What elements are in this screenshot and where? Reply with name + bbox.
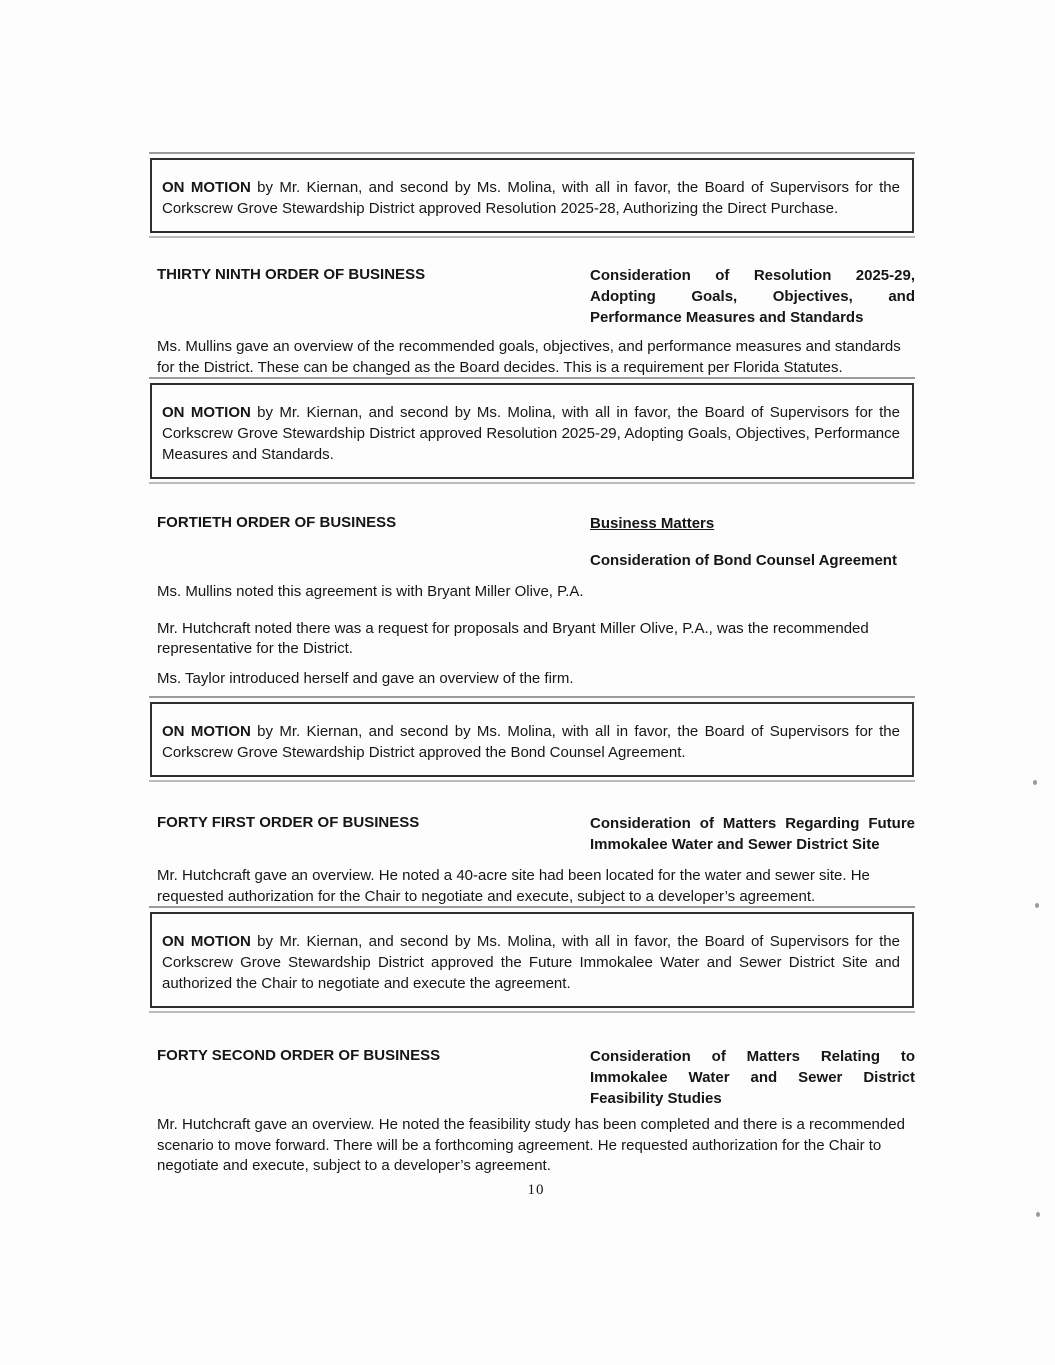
motion-text: [162, 177, 900, 219]
consideration-title: Consideration of Bond Counsel Agreement: [590, 552, 897, 569]
page-content: [157, 0, 915, 1200]
motion-text: [162, 721, 900, 763]
scan-speck: [1036, 1212, 1040, 1217]
consideration-title: Consideration of Resolution 2025-29, Adopting Goals, Objectives, and Performance Measures and Standards: [590, 267, 915, 326]
section-paragraph: Ms. Taylor introduced herself and gave an overview of the firm.: [157, 669, 574, 687]
motion-body: by Mr. Kiernan, and second by Ms. Molina, with all in favor, the Board of Supervisors for the Corkscrew Grove Stewardship District approved Resolution 2025-29, Adopting Goals, Objectives, Performance Measures and Standards.: [162, 404, 900, 463]
section-paragraph: Ms. Mullins gave an overview of the recommended goals, objectives, and performance measures and standards for the District. These can be changed as the Board decides. This is a requirement per Florida Statutes.: [157, 338, 901, 376]
order-of-business-title: FORTY FIRST ORDER OF BUSINESS: [157, 814, 420, 831]
page-number: 10: [527, 1181, 545, 1198]
motion-body: by Mr. Kiernan, and second by Ms. Molina, with all in favor, the Board of Supervisors for the Corkscrew Grove Stewardship District approved the Future Immokalee Water and Sewer District Site and authorized the Chair to negotiate and execute the agreement.: [162, 933, 900, 992]
motion-box-resolution-2025-28: [150, 158, 914, 233]
section-paragraph: Mr. Hutchcraft gave an overview. He noted the feasibility study has been completed and there is a recommended scenario to move forward. There will be a forthcoming agreement. He requested authorization for the Chair to negotiate and execute, subject to a developer’s agreement.: [157, 1116, 905, 1174]
motion-body: by Mr. Kiernan, and second by Ms. Molina, with all in favor, the Board of Supervisors for the Corkscrew Grove Stewardship District approved the Bond Counsel Agreement.: [162, 723, 900, 761]
business-matters-heading: [590, 513, 915, 571]
order-of-business-title: THIRTY NINTH ORDER OF BUSINESS: [157, 266, 426, 283]
motion-box-bond-counsel: [150, 702, 914, 777]
section-paragraph: Mr. Hutchcraft gave an overview. He noted a 40-acre site had been located for the water and sewer site. He requested authorization for the Chair to negotiate and execute, subject to a developer’s agreement.: [157, 867, 870, 905]
motion-text: [162, 931, 900, 994]
motion-box-resolution-2025-29: [150, 383, 914, 479]
motion-box-immokalee-site: [150, 912, 914, 1008]
motion-text: [162, 402, 900, 465]
section-paragraph: Ms. Mullins noted this agreement is with Bryant Miller Olive, P.A.: [157, 583, 584, 600]
section-thirty-ninth-heading: [157, 265, 915, 328]
motion-lead: ON MOTION: [162, 404, 251, 421]
order-of-business-title: FORTIETH ORDER OF BUSINESS: [157, 514, 397, 531]
motion-lead: ON MOTION: [162, 723, 251, 740]
motion-lead: ON MOTION: [162, 933, 251, 950]
scan-speck: [1033, 780, 1037, 785]
section-paragraph: Mr. Hutchcraft noted there was a request for proposals and Bryant Miller Olive, P.A., was the recommended representative for the District.: [157, 619, 869, 657]
section-fortieth-heading: [157, 513, 915, 571]
scan-speck: [1035, 903, 1039, 908]
consideration-title: Consideration of Matters Relating to Immokalee Water and Sewer District Feasibility Studies: [590, 1048, 915, 1107]
section-forty-second-heading: [157, 1046, 915, 1109]
motion-body: by Mr. Kiernan, and second by Ms. Molina, with all in favor, the Board of Supervisors for the Corkscrew Grove Stewardship District approved Resolution 2025-28, Authorizing the Direct Purchase.: [162, 179, 900, 217]
business-matters-title: Business Matters: [590, 515, 715, 532]
motion-lead: ON MOTION: [162, 179, 251, 196]
section-forty-first-heading: [157, 813, 915, 855]
order-of-business-title: FORTY SECOND ORDER OF BUSINESS: [157, 1047, 441, 1064]
consideration-title: Consideration of Matters Regarding Future Immokalee Water and Sewer District Site: [590, 815, 915, 853]
